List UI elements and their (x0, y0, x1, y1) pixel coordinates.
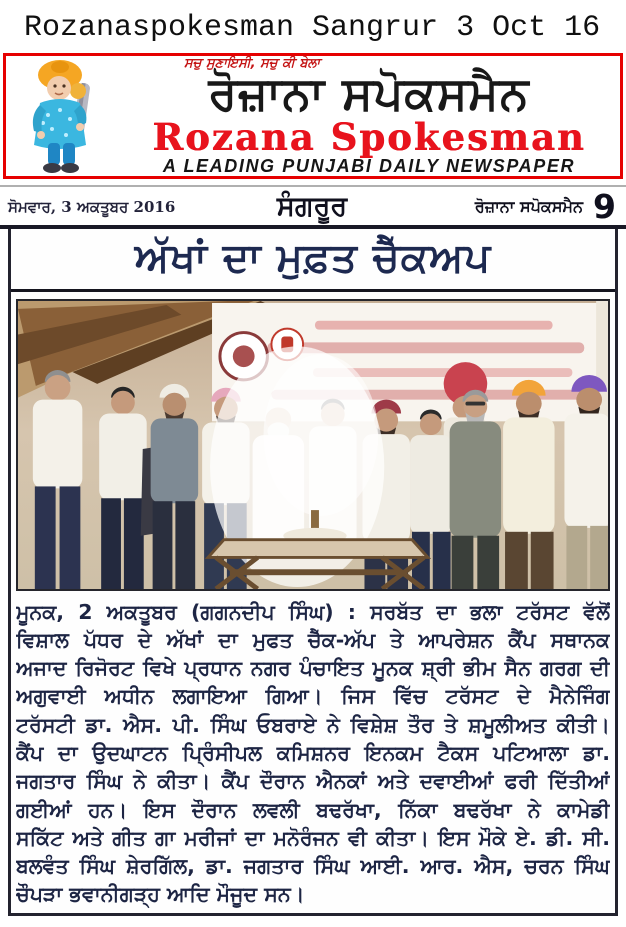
date-bar-right (386, 186, 616, 226)
mascot-illustration (10, 57, 120, 175)
article-body-line: ਬਲਵੰਤ ਸਿੰਘ ਸ਼ੇਰਗਿੱਲ, ਡਾ. ਜਗਤਾਰ ਸਿੰਘ ਆਈ. ਆਰ. ਐਸ, ਚਰਨ ਸਿੰਘ (16, 854, 610, 879)
issue-date: ਸੋਮਵਾਰ, 3 ਅਕਤੂਬਰ 2016 (8, 197, 176, 216)
scan-caption: Rozanaspokesman Sangrur 3 Oct 16 (24, 11, 601, 45)
article-body-line: ਟਰੱਸਟੀ ਡਾ. ਐਸ. ਪੀ. ਸਿੰਘ ਓਬਰਾਏ ਨੇ ਵਿਸ਼ੇਸ਼ ਤੌਰ ਤੇ ਸ਼ਮੂਲੀਅਤ ਕੀਤੀ। (16, 712, 610, 737)
article-body-line: ਮੂਨਕ, 2 ਅਕਤੂਬਰ (ਗਗਨਦੀਪ ਸਿੰਘ) : ਸਰਬੱਤ ਦਾ ਭਲਾ ਟਰੱਸਟ ਵੱਲੋਂ (16, 599, 610, 624)
page-number: 9 (593, 186, 616, 226)
edition-title: ਸੰਗਰੂਰ (276, 190, 348, 222)
masthead-title-english: Rozana Spokesman (152, 115, 586, 160)
article-body-line: ਅਗੁਵਾਈ ਅਧੀਨ ਲਗਾਇਆ ਗਿਆ। ਜਿਸ ਵਿੱਚ ਟਰੱਸਟ ਦੇ ਮੈਨੇਜਿੰਗ (16, 684, 610, 709)
paper-name: ਰੋਜ਼ਾਨਾ ਸਪੋਕਸਮੈਨ (474, 196, 584, 216)
article (8, 229, 618, 916)
article-body (11, 597, 615, 909)
headline-divider (11, 289, 615, 292)
mascot (6, 56, 124, 176)
masthead-title-punjabi: ਰੋਜ਼ਾਨਾ ਸਪੋਕਸਮੈਨ (208, 65, 530, 120)
masthead (3, 53, 623, 179)
photo-illustration (18, 301, 608, 589)
article-body-line: ਜਗਤਾਰ ਸਿੰਘ ਨੇ ਕੀਤਾ। ਕੈਂਪ ਦੌਰਾਨ ਐਨਕਾਂ ਅਤੇ ਦਵਾਈਆਂ ਫਰੀ ਦਿੱਤੀਆਂ (16, 769, 610, 794)
article-body-line: ਕੈਂਪ ਦਾ ਉਦਘਾਟਨ ਪ੍ਰਿੰਸੀਪਲ ਕਮਿਸ਼ਨਰ ਇਨਕਮ ਟੈਕਸ ਪਟਿਆਲਾ ਡਾ. (16, 740, 610, 765)
masthead-text-block (124, 56, 620, 176)
article-photo (16, 299, 610, 591)
masthead-tagline: A LEADING PUNJABI DAILY NEWSPAPER (162, 156, 576, 177)
article-body-line: ਅਜਾਦ ਰਿਜੋਰਟ ਵਿਖੇ ਪ੍ਰਧਾਨ ਨਗਰ ਪੰਚਾਇਤ ਮੂਨਕ ਸ਼੍ਰੀ ਭੀਮ ਸੈਨ ਗਰਗ ਦੀ (16, 656, 610, 681)
article-body-line: ਸਕਿੱਟ ਅਤੇ ਗੀਤ ਗਾ ਮਰੀਜਾਂ ਦਾ ਮਨੋਰੰਜਨ ਵੀ ਕੀਤਾ। ਇਸ ਮੌਕੇ ਏ. ਡੀ. ਸੀ. (16, 825, 610, 850)
article-headline: ਅੱਖਾਂ ਦਾ ਮੁਫ਼ਤ ਚੈੱਕਅਪ (134, 234, 492, 281)
article-body-line: ਵਿਸ਼ਾਲ ਪੱਧਰ ਦੇ ਅੱਖਾਂ ਦਾ ਮੁਫਤ ਚੈੱਕ-ਅੱਪ ਤੇ ਆਪਰੇਸ਼ਨ ਕੈਂਪ ਸਥਾਨਕ (16, 627, 610, 652)
article-body-line: ਚੌਪੜਾ ਭਵਾਨੀਗੜ੍ਹ ਆਦਿ ਮੌਜੂਦ ਸਨ। (16, 882, 305, 907)
masthead-motto: ਸਚੁ ਸੁਣਾਇਸੀ, ਸਚੁ ਕੀ ਬੇਲਾ (184, 55, 320, 71)
article-body-line: ਗਈਆਂ ਹਨ। ਇਸ ਦੌਰਾਨ ਲਵਲੀ ਬਢਰੱਖਾ, ਨਿੱਕਾ ਬਢਰੱਖਾ ਨੇ ਕਾਮੇਡੀ (16, 797, 610, 822)
date-bar (0, 187, 626, 229)
